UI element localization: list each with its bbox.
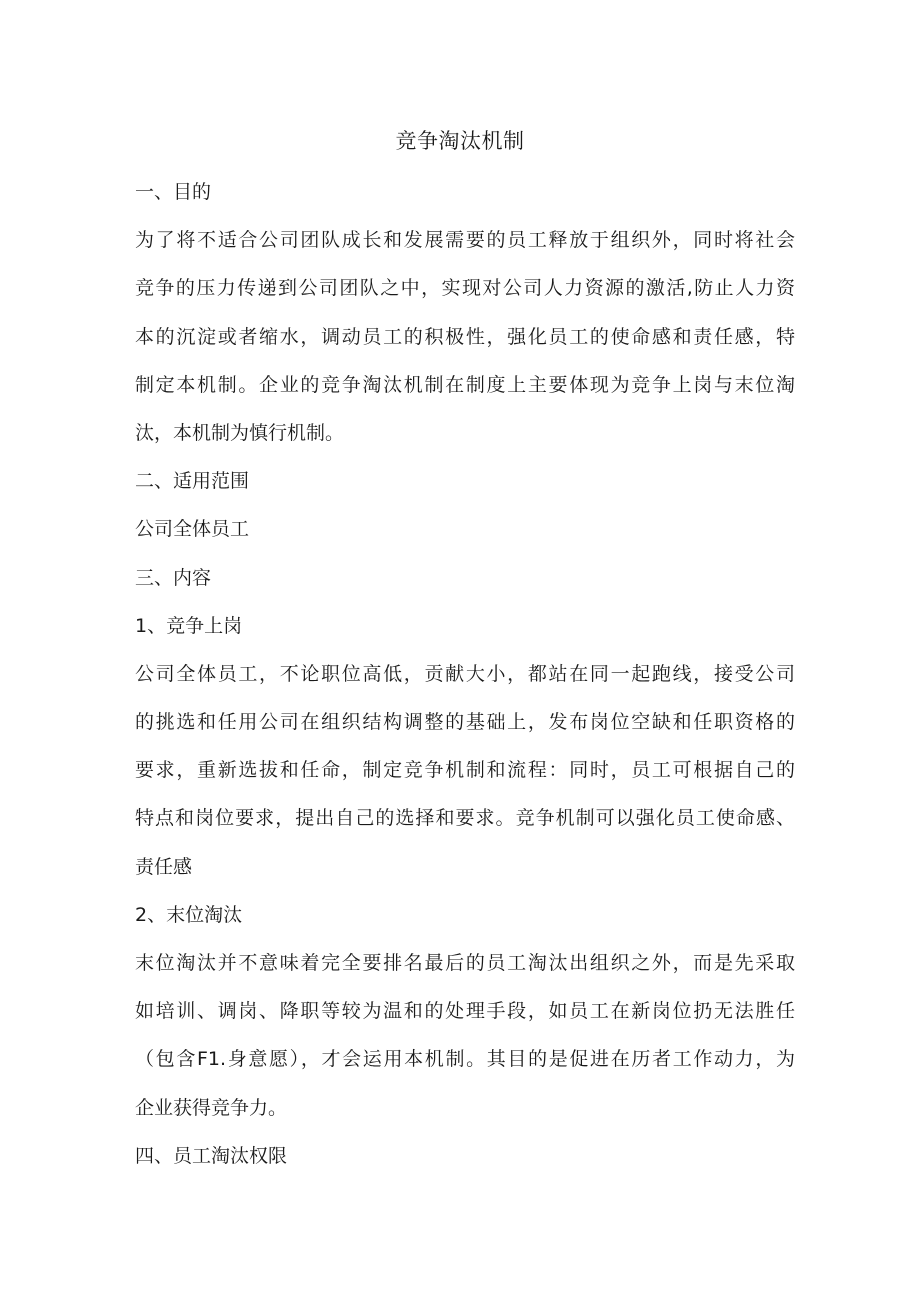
scope-text: 公司全体员工 xyxy=(135,518,250,541)
paragraph-line: 如培训、调岗、降职等较为温和的处理手段，如员工在新岗位扔无法胜任 xyxy=(135,1000,795,1023)
paragraph-line: 本的沉淀或者缩水，调动员工的积极性，强化员工的使命感和责任感，特 xyxy=(135,325,795,348)
section-heading-purpose: 一、目的 xyxy=(135,181,212,203)
elimination-paragraph xyxy=(135,939,795,1132)
competition-paragraph xyxy=(135,650,795,891)
paragraph-line: 的挑选和任用公司在组织结构调整的基础上，发布岗位空缺和任职资格的 xyxy=(135,711,795,734)
paragraph-line: 为了将不适合公司团队成长和发展需要的员工释放于组织外，同时将社会 xyxy=(135,229,795,252)
document-title: 竞争淘汰机制 xyxy=(395,129,525,153)
section-heading-authority: 四、员工淘汰权限 xyxy=(135,1144,288,1167)
paragraph-line: 特点和岗位要求，提出自己的选择和要求。竞争机制可以强化员工使命感、 xyxy=(135,807,795,830)
paragraph-line: 要求，重新选拔和任命，制定竞争机制和流程：同时，员工可根据自己的 xyxy=(135,759,795,782)
purpose-paragraph xyxy=(135,216,795,457)
subsection-heading-elimination: 2、末位淘汰 xyxy=(135,903,243,926)
paragraph-line: 汰，本机制为慎行机制。 xyxy=(135,421,345,444)
paragraph-line: 公司全体员工，不论职位高低，贡献大小，都站在同一起跑线，接受公司 xyxy=(135,662,795,685)
subsection-heading-competition: 1、竞争上岗 xyxy=(135,614,243,637)
section-heading-content: 三、内容 xyxy=(135,566,212,589)
paragraph-line: 末位淘汰并不意味着完全要排名最后的员工淘汰出组织之外，而是先采取 xyxy=(135,952,795,974)
paragraph-line: 责任感 xyxy=(135,855,193,878)
paragraph-line: 制定本机制。企业的竞争淘汰机制在制度上主要体现为竞争上岗与末位淘 xyxy=(135,373,795,396)
paragraph-line: （包含F1.身意愿），才会运用本机制。其目的是促进在历者工作动力，为 xyxy=(135,1048,795,1071)
paragraph-line: 企业获得竞争力。 xyxy=(135,1096,288,1119)
document-body xyxy=(135,168,795,1180)
paragraph-line: 竞争的压力传递到公司团队之中，实现对公司人力资源的激活,防止人力资 xyxy=(135,277,795,300)
section-heading-scope: 二、适用范围 xyxy=(135,470,250,493)
